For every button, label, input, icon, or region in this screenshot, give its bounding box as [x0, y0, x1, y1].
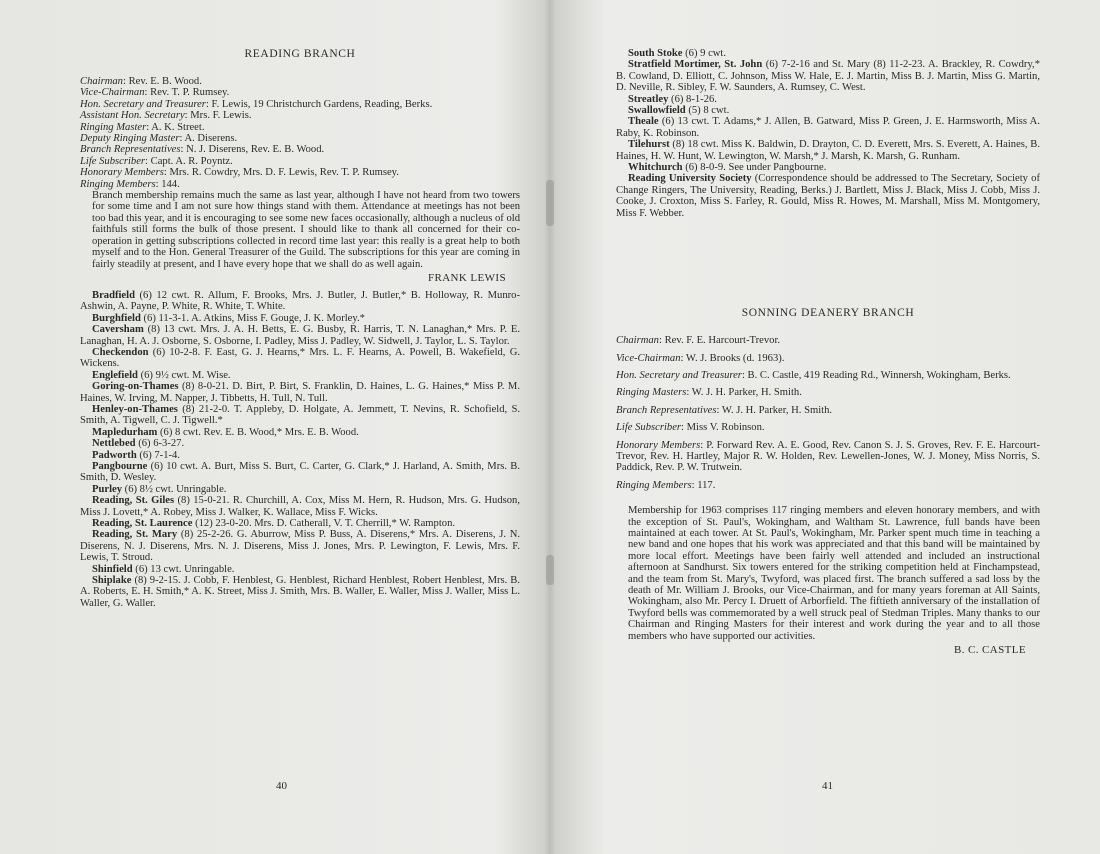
tower-name: Nettlebed [92, 438, 136, 450]
officer-entry [80, 87, 520, 98]
officer-value: : Mrs. F. Lewis. [184, 110, 252, 122]
officer-value: : Mrs. R. Cowdry, Mrs. D. F. Lewis, Rev. T. P. Rumsey. [163, 167, 399, 179]
officer-entry [80, 99, 520, 110]
tower-details: (8) 21-2-0. T. Appleby, D. Holgate, A. Jemmett, T. Nevins, R. Schofield, S. Smith, A. Tigwell, C. J. Tigwell.* [80, 403, 520, 427]
towers-list [80, 290, 520, 609]
tower-details: (6) 7-2-16 and St. Mary (8) 11-2-23. A. Brackley, R. Cowdry,* B. Cowland, D. Elliott, C. Johnson, Miss W. Hale, E. J. Martin, Miss B. J. Martin, Miss G. Martin, D. Neville, R. Sibley, F. W. Saunders, A. Rumsey, C. West. [616, 59, 1040, 94]
tower-name: Reading, St. Giles [92, 495, 175, 507]
officer-label: Branch Representatives [616, 404, 717, 416]
tower-entry [616, 59, 1040, 93]
officer-entry [80, 110, 520, 121]
officer-entry [616, 422, 1040, 433]
officer-value: : Rev. F. E. Harcourt-Trevor. [658, 335, 781, 347]
officer-value: : 117. [691, 479, 716, 491]
branch-report: Branch membership remains much the same as last year, although I have not heard from two towers for some time and I am not sure how things stand with them. Attendance at meetings has not been too bad this year, and it is encouraging to see some new faces occasionally, although a nucleus of old faithfuls still forms the bulk of those present. I should like to thank all concerned for their co-operation in getting subscriptions collected in record time last year: this really is a great help to both myself and to the Hon. General Treasurer of the Guild. The subscriptions for this year are coming in fairly steadily at present, and I have every hope that we shall do as well again. [92, 190, 520, 270]
officer-entry [80, 133, 520, 144]
officer-label: Honorary Members [616, 439, 701, 451]
tower-entry [80, 404, 520, 427]
tower-entry [80, 324, 520, 347]
tower-entry [80, 438, 520, 449]
officer-label: Branch Representatives [80, 144, 181, 156]
tower-name: Henley-on-Thames [92, 403, 178, 415]
officer-entry [616, 387, 1040, 398]
officer-label: Vice-Chairman [80, 87, 145, 99]
tower-details: (12) 23-0-20. Mrs. D. Catherall, V. T. Cherrill,* W. Rampton. [192, 518, 456, 530]
report-signature: B. C. CASTLE [953, 644, 1026, 657]
officer-label: Ringing Master [80, 121, 147, 133]
page-title: SONNING DEANERY BRANCH [741, 307, 915, 320]
towers-list [616, 48, 1040, 219]
report-signature: FRANK LEWIS [427, 271, 506, 284]
officer-entry [80, 156, 520, 167]
tower-name: Englefield [92, 369, 138, 381]
tower-entry [80, 290, 520, 313]
tower-details: (8) 18 cwt. Miss K. Baldwin, D. Drayton, C. D. Everett, Mrs. S. Everett, A. Haines, B. Haines, H. W. Hunt, W. Lewington, W. Marsh,* J. Marsh, K. Marsh, G. Runham. [616, 139, 1040, 162]
officer-entry [80, 122, 520, 133]
officer-label: Life Subscriber [616, 422, 682, 434]
page-number: 40 [276, 780, 287, 792]
officer-entry [616, 480, 1040, 491]
officer-entry [80, 179, 520, 190]
tower-details: (6) 11-3-1. A. Atkins, Miss F. Gouge, J. K. Morley.* [140, 312, 365, 324]
tower-name: Reading, St. Mary [92, 529, 178, 541]
tower-entry [80, 427, 520, 438]
tower-name: Goring-on-Thames [92, 381, 179, 393]
officers-list [616, 335, 1040, 491]
officer-value: : F. Lewis, 19 Christchurch Gardens, Reading, Berks. [205, 98, 433, 110]
officer-value: : W. J. H. Parker, H. Smith. [716, 404, 833, 416]
tower-details: (8) 25-2-26. G. Aburrow, Miss P. Buss, A. Diserens,* Mrs. A. Diserens, J. N. Diserens, N. J. Diserens, Mrs. N. J. Diserens, Miss J. Jones, Mrs. P. Lewington, F. Lewis, Mrs. F. Lewis, T. Stroud. [80, 529, 521, 564]
tower-entry [80, 313, 520, 324]
tower-entry [616, 139, 1040, 162]
officer-value: : Rev. T. P. Rumsey. [144, 87, 230, 99]
officer-value: : P. Forward Rev. A. E. Good, Rev. Canon S. J. S. Groves, Rev. F. E. Harcourt-Trevor, Rev. H. Hartley, Major R. W. Holden, Rev. Lewellen-Jones, W. J. Money, Miss Norris, S. Paddick, Rev. P. W. Trutwein. [616, 439, 1041, 474]
officer-label: Deputy Ringing Master [80, 133, 180, 145]
tower-entry [80, 450, 520, 461]
tower-entry [616, 105, 1040, 116]
tower-details: (6) 10 cwt. A. Burt, Miss S. Burt, C. Carter, G. Clark,* J. Harland, A. Smith, Mrs. B. Smith, D. Wesley. [80, 461, 520, 484]
page-number: 41 [822, 780, 833, 792]
tower-name: Shinfield [92, 563, 133, 575]
officer-label: Vice-Chairman [616, 352, 681, 364]
branch-report: Membership for 1963 comprises 117 ringing members and eleven honorary members, and with the exception of St. Paul's, Wokingham, and Waltham St. Lawrence, full bands have been maintained at each tower. At St. Paul's, Wokingham, Mr. Parker spent much time in teaching a new band and one hopes that his work was appreciated and that this band will be maintained by more local effort. Meetings have been fairly well attended and included an instructional afternoon at Sandhurst. Six towers entered for the striking competition held at Finchampstead, and the team from St. Mary's, Twyford, was placed first. The branch suffered a sad loss by the death of Mr. William J. Brooks, our Vice-Chairman, and for many years foreman at All Saints, Wokingham, also Mr. Percy I. Druett of Arborfield. The fiftieth anniversary of the installation of Twyford bells was commemorated by a well struck peal of Stedman Triples. Many thanks to our Chairman and Ringing Masters for their interest and work during the year and to all those members who have supported our activities. [628, 505, 1040, 642]
officer-label: Ringing Members [80, 178, 156, 190]
left-page [0, 0, 548, 854]
officer-value: : W. J. H. Parker, H. Smith. [686, 387, 802, 399]
officer-entry [616, 335, 1040, 346]
tower-entry [80, 564, 520, 575]
tower-name: Bradfield [92, 289, 135, 301]
officer-label: Chairman [80, 76, 123, 87]
officer-entry [80, 76, 520, 87]
tower-details: (6) 7-1-4. [136, 449, 180, 461]
tower-entry [80, 381, 520, 404]
tower-details: (8) 15-0-21. R. Churchill, A. Cox, Miss M. Hern, R. Hudson, Mrs. G. Hudson, Miss J. Lovett,* A. Robey, Miss J. Walker, K. Wallace, Miss F. Wicks. [80, 495, 520, 518]
tower-details: (6) 8½ cwt. Unringable. [122, 483, 227, 495]
officer-label: Honorary Members [80, 167, 164, 179]
tower-details: (5) 8 cwt. [685, 105, 730, 117]
tower-entry [616, 162, 1040, 173]
officer-value: : Capt. A. R. Poyntz. [145, 155, 233, 167]
tower-details: (6) 13 cwt. Unringable. [132, 563, 235, 575]
officer-value: : N. J. Diserens, Rev. E. B. Wood. [180, 144, 325, 156]
tower-name: Burghfield [92, 312, 141, 324]
tower-details: (6) 9½ cwt. M. Wise. [137, 369, 231, 381]
tower-entry [80, 518, 520, 529]
tower-entry [80, 484, 520, 495]
tower-name: Caversham [92, 324, 144, 336]
right-page [552, 0, 1100, 854]
tower-entry [80, 370, 520, 381]
officer-value: : A. Diserens. [179, 133, 238, 145]
officer-value: : Miss V. Robinson. [681, 422, 765, 434]
tower-details: (Correspondence should be addressed to The Secretary, Society of Change Ringers, The University, Reading, Berks.) J. Bartlett, Miss J. Black, Miss J. Cobb, Miss J. Cooke, J. Croxton, Miss S. Farley, R. Gould, Miss R. Howes, M. Marshall, Miss M. Montgomery, Miss F. Webber. [616, 173, 1040, 219]
tower-details: (6) 13 cwt. T. Adams,* J. Allen, B. Gatward, Miss P. Green, J. E. Harmsworth, Miss A. Raby, K. Robinson. [616, 116, 1040, 139]
tower-details: (6) 12 cwt. R. Allum, F. Brooks, Mrs. J. Butler, J. Butler,* B. Holloway, R. Munro-Ashwin, A. Payne, P. White, R. White, T. White. [80, 289, 520, 313]
officer-label: Life Subscriber [80, 155, 146, 167]
tower-entry [80, 461, 520, 484]
tower-entry [80, 529, 520, 563]
tower-name: South Stoke [628, 48, 683, 59]
tower-details: (8) 8-0-21. D. Birt, P. Birt, S. Franklin, D. Haines, L. G. Haines,* Miss P. M. Haines, W. Irving, M. Napper, J. Tibbetts, H. Tull, N. Tull. [80, 381, 520, 404]
officer-label: Hon. Secretary and Treasurer [616, 369, 742, 381]
tower-details: (6) 10-2-8. F. East, G. J. Hearns,* Mrs. L. F. Hearns, A. Powell, B. Wakefield, G. Wickens. [80, 346, 520, 370]
tower-name: Pangbourne [92, 461, 148, 472]
tower-entry [616, 94, 1040, 105]
tower-entry [80, 495, 520, 518]
officer-value: : 144. [155, 178, 180, 190]
page-title: READING BRANCH [244, 48, 356, 60]
officer-entry [80, 167, 520, 178]
officer-entry [616, 370, 1040, 381]
tower-name: Purley [92, 483, 123, 495]
tower-details: (6) 8-1-26. [668, 93, 717, 105]
tower-details: (6) 8-0-9. See under Pangbourne. [682, 162, 827, 174]
tower-name: Whitchurch [628, 162, 683, 174]
tower-name: Streatley [628, 93, 669, 105]
officer-value: : B. C. Castle, 419 Reading Rd., Winnersh, Wokingham, Berks. [741, 369, 1011, 381]
officers-list [80, 76, 520, 190]
officer-entry [616, 353, 1040, 364]
tower-details: (8) 13 cwt. Mrs. J. A. H. Betts, E. G. Busby, R. Harris, T. N. Lanaghan,* Mrs. P. E. Lanaghan, H. A. J. Osborne, S. Osborne, I. Padley, Miss J. Padley, W. Sidwell, J. Taylor, L. S. Taylor. [80, 324, 520, 347]
tower-name: Stratfield Mortimer, St. John [628, 59, 763, 71]
tower-name: Padworth [92, 449, 137, 461]
tower-name: Reading University Society [628, 173, 752, 185]
tower-name: Theale [628, 116, 659, 128]
officer-label: Assistant Hon. Secretary [80, 110, 185, 122]
tower-entry [616, 48, 1040, 59]
tower-entry [80, 347, 520, 370]
tower-name: Mapledurham [92, 426, 158, 438]
officer-entry [616, 440, 1040, 474]
tower-entry [616, 173, 1040, 219]
tower-name: Shiplake [92, 575, 132, 587]
tower-name: Checkendon [92, 346, 149, 358]
tower-entry [616, 116, 1040, 139]
officer-entry [80, 144, 520, 155]
officer-value: : Rev. E. B. Wood. [122, 76, 202, 87]
officer-label: Hon. Secretary and Treasurer [80, 98, 206, 110]
tower-details: (6) 6-3-27. [135, 438, 185, 450]
tower-details: (6) 8 cwt. Rev. E. B. Wood,* Mrs. E. B. Wood. [157, 426, 359, 438]
tower-name: Reading, St. Laurence [92, 518, 193, 530]
tower-entry [80, 575, 520, 609]
tower-name: Tilehurst [628, 139, 670, 151]
officer-label: Chairman [616, 335, 659, 347]
officer-label: Ringing Members [616, 479, 692, 491]
tower-details: (6) 9 cwt. [682, 48, 727, 59]
officer-entry [616, 405, 1040, 416]
officer-value: : W. J. Brooks (d. 1963). [680, 352, 785, 364]
tower-details: (8) 9-2-15. J. Cobb, F. Henblest, G. Henblest, Richard Henblest, Robert Henblest, Mrs. B. A. Roberts, E. H. Smith,* A. K. Street, Miss J. Smith, Mrs. B. Waller, E. Waller, Miss J. Waller, Miss L. Waller, G. Waller. [80, 575, 520, 609]
officer-value: : A. K. Street. [146, 121, 205, 133]
officer-label: Ringing Masters [616, 387, 687, 399]
tower-name: Swallowfield [628, 105, 686, 117]
